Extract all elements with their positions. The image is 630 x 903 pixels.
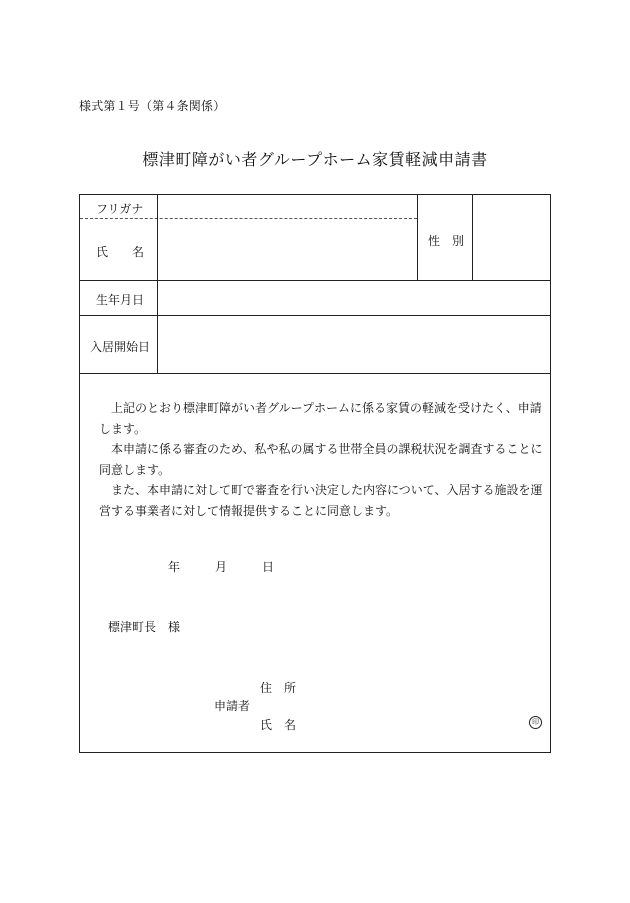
date-month: 月 xyxy=(215,560,228,574)
row-divider-name-bottom xyxy=(80,280,550,281)
statement-paragraph: 上記のとおり標津町障がい者グループホームに係る家賃の軽減を受けたく、申請します。 xyxy=(99,401,542,436)
furigana-divider xyxy=(80,218,417,219)
form-title: 標津町障がい者グループホーム家賃軽減申請書 xyxy=(142,150,488,169)
name-label: 氏 名 xyxy=(96,245,145,259)
statement-paragraph: また、本申請に対して町で審査を行い決定した内容について、入居する施設を運営する事業者に対して情報提供することに同意します。 xyxy=(99,483,543,518)
gender-left-divider xyxy=(417,195,418,280)
row-divider-movein-bottom xyxy=(80,373,550,374)
seal-mark: 印 xyxy=(529,716,542,729)
gender-right-divider xyxy=(472,195,473,280)
birthdate-label: 生年月日 xyxy=(96,293,145,307)
consent-statement xyxy=(99,398,544,521)
label-column-divider xyxy=(157,195,158,373)
applicant-address-label: 住 所 xyxy=(260,681,297,695)
addressee: 標津町長 様 xyxy=(108,620,181,634)
move-in-date-label: 入居開始日 xyxy=(90,340,151,354)
date-day: 日 xyxy=(262,560,275,574)
date-year: 年 xyxy=(168,560,181,574)
row-divider-birthdate-bottom xyxy=(80,315,550,316)
application-form-table xyxy=(79,194,551,753)
applicant-name-label: 氏 名 xyxy=(260,718,297,732)
form-number: 様式第１号（第４条関係） xyxy=(79,99,226,113)
gender-label: 性 別 xyxy=(428,234,465,248)
statement-paragraph: 本申請に係る審査のため、私や私の属する世帯全員の課税状況を調査することに同意します。 xyxy=(99,442,543,477)
applicant-label: 申請者 xyxy=(214,699,251,713)
furigana-label: フリガナ xyxy=(96,202,144,216)
